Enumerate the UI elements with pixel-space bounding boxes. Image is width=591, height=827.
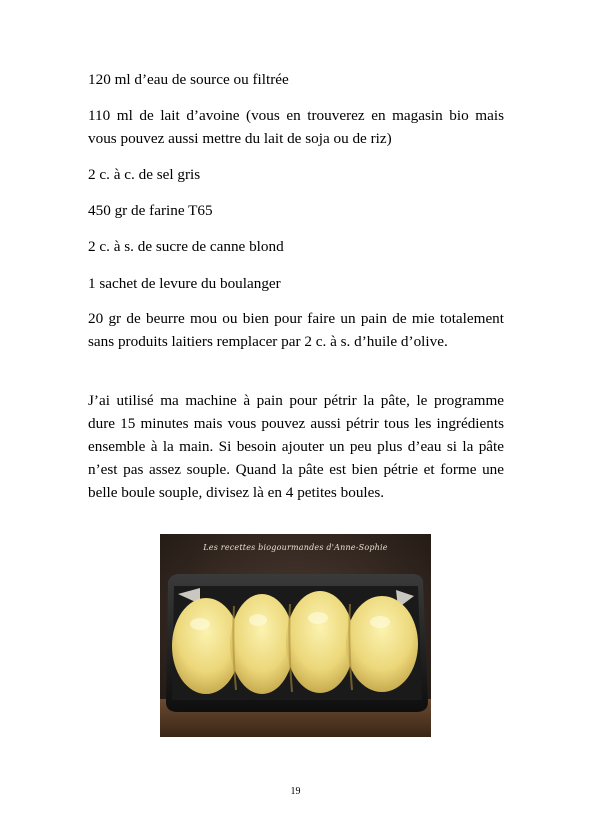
ingredient-sugar [88,235,504,258]
paragraph-text: 120 ml d’eau de source ou filtrée [88,71,289,88]
paragraph-text: 1 sachet de levure du boulanger [88,275,281,292]
ingredient-butter [88,307,504,353]
instructions-paragraph [88,389,504,504]
paragraph-text: 450 gr de farine T65 [88,202,213,219]
ingredient-flour [88,199,504,222]
paragraph-text: 20 gr de beurre mou ou bien pour faire un pain de mie totalement sans produits laitiers remplacer par 2 c. à s. d’huile d’olive. [88,310,504,350]
bread-dough-image [160,534,431,737]
paragraph-text: J’ai utilisé ma machine à pain pour pétrir la pâte, le programme dure 15 minutes mais vous pouvez aussi pétrir tous les ingrédients ensemble à la main. Si besoin ajouter un peu plus d’eau si la pâte n’est pas assez souple. Quand la pâte est bien pétrie et forme une belle boule souple, divisez là en 4 petites boules. [88,392,504,501]
photo-watermark: Les recettes biogourmandes d'Anne-Sophie [203,543,388,552]
ingredient-salt [88,163,504,186]
bread-dough-photo [160,534,431,737]
ingredient-water [88,68,504,91]
ingredient-yeast [88,272,504,295]
paragraph-text: 2 c. à c. de sel gris [88,166,201,183]
page-number: 19 [290,786,301,797]
paragraph-text: 110 ml de lait d’avoine (vous en trouverez en magasin bio mais vous pouvez aussi mettre du lait de soja ou de riz) [88,107,504,147]
ingredient-oat-milk [88,104,504,150]
paragraph-text: 2 c. à s. de sucre de canne blond [88,238,284,255]
